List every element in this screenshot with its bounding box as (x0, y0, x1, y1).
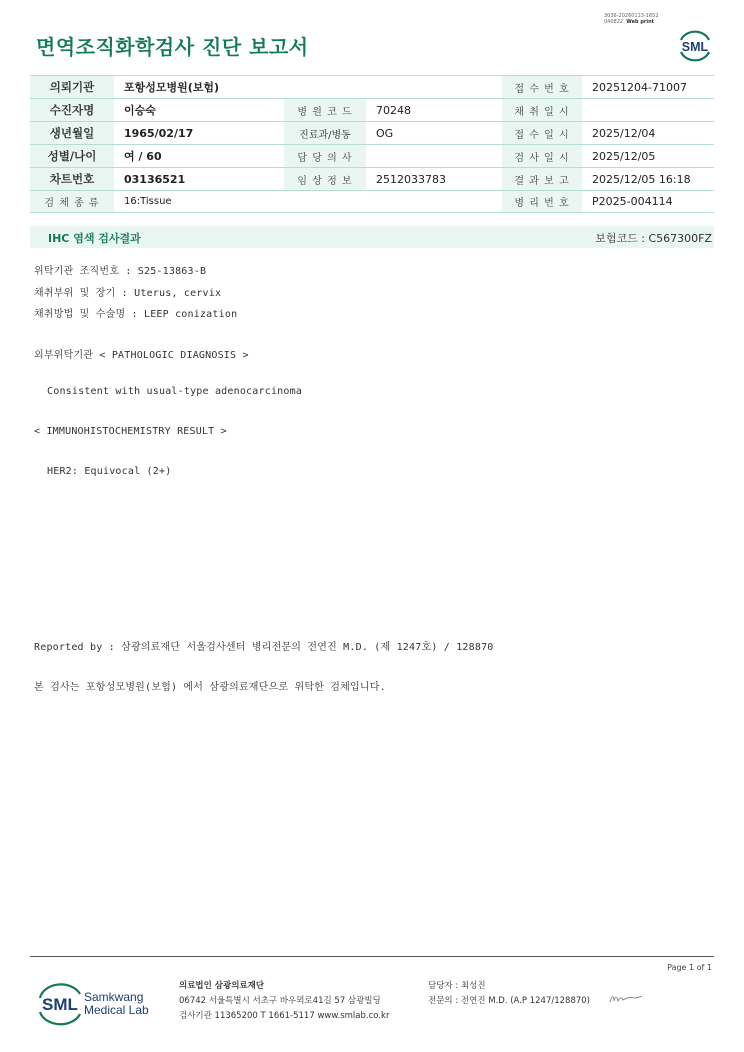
value-specimen-type: 16:Tissue (114, 191, 502, 213)
print-meta-id: 3036-20260113-1652 (604, 13, 659, 19)
signature-icon (608, 992, 644, 1006)
brand-line-1: Samkwang (84, 990, 144, 1004)
label-requesting-institution: 의뢰기관 (30, 76, 114, 99)
label-clinical-info: 임 상 정 보 (284, 168, 366, 191)
value-hospital-code: 70248 (366, 99, 502, 122)
label-test-date: 검 사 일 시 (502, 145, 582, 168)
label-birth-date: 생년월일 (30, 122, 114, 145)
label-patient-name: 수진자명 (30, 99, 114, 122)
value-clinical-info: 2512033783 (366, 168, 502, 191)
report-line-reported-by: Reported by : 삼광의료재단 서울검사센터 병리전문의 전연진 M.D. (제 1247호) / 128870 (34, 642, 494, 653)
org-address: 06742 서울특별시 서초구 바우뫼로41길 57 삼광빌딩 (179, 996, 381, 1006)
info-row (30, 191, 714, 213)
report-title: 면역조직화학검사 진단 보고서 (36, 35, 309, 59)
org-contact: 검사기관 11365200 T 1661-5117 www.smlab.co.kr (179, 1011, 390, 1021)
info-row (30, 145, 714, 168)
sml-logo-icon (676, 26, 714, 66)
footer-staff (428, 979, 590, 1009)
value-pathology-number: P2025-004114 (582, 191, 714, 213)
label-specimen-type: 검 체 종 류 (30, 191, 114, 213)
footer-organization (179, 979, 389, 1024)
label-collection-date: 채 취 일 시 (502, 99, 582, 122)
report-line-method: 채취방법 및 수술명 : LEEP conization (34, 309, 238, 320)
web-print-label: Web print (626, 19, 655, 25)
print-meta (604, 13, 659, 25)
patient-info-table (30, 75, 714, 213)
value-chart-number: 03136521 (114, 168, 284, 191)
label-sex-age: 성별/나이 (30, 145, 114, 168)
info-row (30, 122, 714, 145)
specialist-name: 전문의 : 전연진 M.D. (A.P 1247/128870) (428, 996, 590, 1006)
report-line-diagnosis: Consistent with usual-type adenocarcinoma (47, 386, 303, 397)
ihc-section-title: IHC 염색 검사결과 (48, 232, 141, 245)
footer-divider (30, 956, 714, 957)
report-line-consignment-note: 본 검사는 포항성모병원(보험) 에서 삼광의료재단으로 위탁한 검체입니다. (34, 682, 386, 693)
value-sex-age: 여 / 60 (114, 145, 284, 168)
value-patient-name: 이승숙 (114, 99, 284, 122)
value-physician (366, 145, 502, 168)
value-receipt-date: 2025/12/04 (582, 122, 714, 145)
page-number: Page 1 of 1 (667, 963, 712, 972)
label-receipt-date: 접 수 일 시 (502, 122, 582, 145)
report-line-her2: HER2: Equivocal (2+) (47, 466, 172, 477)
value-requesting-institution: 포항성모병원(보험) (114, 76, 502, 99)
org-name: 의료법인 삼광의료재단 (179, 981, 265, 991)
value-department-ward: OG (366, 122, 502, 145)
info-row (30, 76, 714, 99)
info-row (30, 99, 714, 122)
report-line-ihc-heading: < IMMUNOHISTOCHEMISTRY RESULT > (34, 426, 227, 437)
print-meta-code: 040822 (604, 19, 624, 25)
label-hospital-code: 병 원 코 드 (284, 99, 366, 122)
label-physician: 담 당 의 사 (284, 145, 366, 168)
value-result-report: 2025/12/05 16:18 (582, 168, 714, 191)
insurance-code: 보험코드 : C567300FZ (595, 232, 712, 245)
label-chart-number: 차트번호 (30, 168, 114, 191)
footer-logo-text: SML (42, 995, 78, 1014)
sml-logo-text: SML (681, 40, 709, 54)
value-birth-date: 1965/02/17 (114, 122, 284, 145)
report-line-tissue-number: 위탁기관 조직번호 : S25-13863-B (34, 266, 207, 277)
label-result-report: 결 과 보 고 (502, 168, 582, 191)
label-receipt-number: 접 수 번 호 (502, 76, 582, 99)
label-department-ward: 진료과/병동 (284, 122, 366, 145)
report-line-diagnosis-heading: 외부위탁기관 < PATHOLOGIC DIAGNOSIS > (34, 350, 249, 361)
manager-name: 담당자 : 최성진 (428, 981, 486, 991)
samkwang-logo-icon (36, 980, 166, 1028)
report-line-site: 채취부위 및 장기 : Uterus, cervix (34, 288, 222, 299)
info-row (30, 168, 714, 191)
value-test-date: 2025/12/05 (582, 145, 714, 168)
value-collection-date (582, 99, 714, 122)
label-pathology-number: 병 리 번 호 (502, 191, 582, 213)
brand-line-2: Medical Lab (84, 1003, 149, 1017)
value-receipt-number: 20251204-71007 (582, 76, 714, 99)
